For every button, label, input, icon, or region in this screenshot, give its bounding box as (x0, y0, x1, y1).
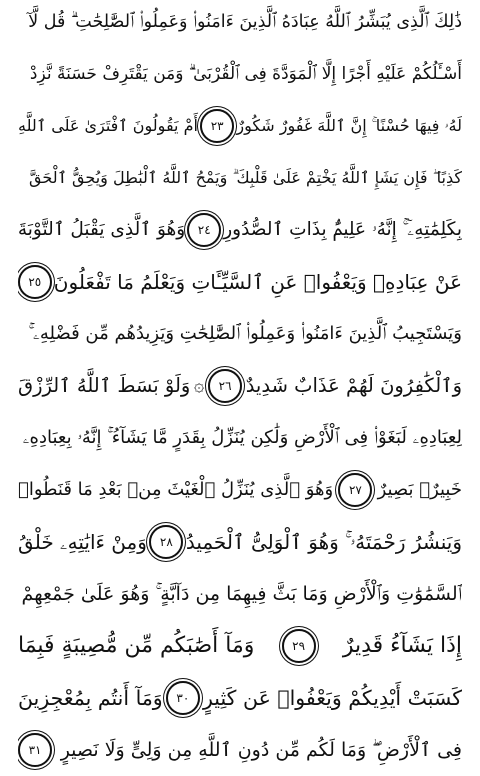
ayah-number-marker: ٢٧ (338, 473, 372, 507)
verse-text: ذَٰلِكَ ٱلَّذِى يُبَشِّرُ ٱللَّهُ عِبَادَهُ ٱلَّذِينَ ءَامَنُوا۟ وَعَمِلُوا۟ ٱلصَّٰلِحَٰتِ ۗ قُل لَّآ (28, 12, 462, 32)
verse-text: وَٱلْكَٰفِرُونَ لَهُمْ عَذَابٌ شَدِيدٌ (245, 374, 462, 397)
verse-text: وَهُوَ ٱلَّذِى يُنَزِّلُ ٱلْغَيْثَ مِنۢ بَعْدِ مَا قَنَطُوا۟ (18, 479, 334, 500)
verse-text: وَيَسْتَجِيبُ ٱلَّذِينَ ءَامَنُوا۟ وَعَمِلُوا۟ ٱلصَّٰلِحَٰتِ وَيَزِيدُهُم مِّن فَضْلِهِۦ ۚ (28, 323, 462, 344)
verse-line (18, 210, 462, 250)
verse-text: وَمَآ أَصَٰبَكُم مِّن مُّصِيبَةٍ فَبِمَا (18, 633, 255, 658)
verse-text: خَبِيرٌۢ بَصِيرٌ (377, 479, 462, 500)
rub-el-hizb-icon: ۞ (193, 375, 205, 396)
verse-line (18, 106, 462, 146)
verse-text: كَذِبًا ۖ فَإِن يَشَإِ ٱللَّهُ يَخْتِمْ عَلَىٰ قَلْبِكَ ۗ وَيَمْحُ ٱللَّهُ ٱلْبَٰطِلَ وَيُحِقُّ ٱلْحَقَّ (29, 168, 462, 187)
verse-line (18, 730, 462, 770)
verse-line (18, 522, 462, 562)
verse-line (18, 158, 462, 198)
verse-text: لَهُۥ فِيهَا حُسْنًا ۚ إِنَّ ٱللَّهَ غَفُورٌ شَكُورٌ (236, 116, 462, 135)
verse-text: أَسْـَٔلُكُمْ عَلَيْهِ أَجْرًا إِلَّا ٱلْمَوَدَّةَ فِى ٱلْقُرْبَىٰ ۗ وَمَن يَقْتَرِفْ حَسَنَةً نَّزِدْ (29, 64, 462, 84)
verse-text: وَمِنْ ءَايَٰتِهِۦ خَلْقُ (18, 530, 147, 554)
ayah-number-marker: ٣١ (18, 733, 52, 767)
ayah-number-marker: ٢٩ (282, 629, 316, 663)
ayah-number-marker: ٣٠ (166, 681, 200, 715)
verse-line (18, 314, 462, 354)
verse-lines (18, 2, 462, 770)
verse-text: وَهُوَ ٱلَّذِى يَقْبَلُ ٱلتَّوْبَةَ (18, 219, 186, 240)
verse-text: وَيَنشُرُ رَحْمَتَهُۥ ۚ وَهُوَ ٱلْوَلِىُّ ٱلْحَمِيدُ (185, 530, 462, 554)
verse-text: عَنْ عِبَادِهِۦ وَيَعْفُوا۟ عَنِ ٱلسَّيِّـَٔاتِ وَيَعْلَمُ مَا تَفْعَلُونَ (53, 270, 462, 294)
verse-text: كَسَبَتْ أَيْدِيكُمْ وَيَعْفُوا۟ عَن كَثِيرٍ (203, 686, 462, 710)
verse-line (18, 470, 462, 510)
verse-line (18, 418, 462, 458)
verse-text: وَمَآ أَنتُم بِمُعْجِزِينَ (18, 686, 163, 710)
verse-line (18, 574, 462, 614)
verse-line (18, 54, 462, 94)
verse-line (18, 262, 462, 302)
ayah-number-marker: ٢٥ (18, 265, 52, 299)
ayah-number-marker: ٢٣ (200, 109, 234, 143)
ayah-number-marker: ٢٤ (187, 213, 221, 247)
ayah-number-marker: ٢٨ (149, 525, 183, 559)
ayah-number-marker: ٢٦ (208, 369, 242, 403)
verse-text: بِكَلِمَٰتِهِۦٓ ۚ إِنَّهُۥ عَلِيمٌۢ بِذَاتِ ٱلصُّدُورِ (223, 219, 462, 240)
verse-line (18, 2, 462, 42)
verse-text: إِذَا يَشَآءُ قَدِيرٌ (342, 633, 462, 658)
verse-line (18, 366, 462, 406)
verse-line (18, 626, 462, 666)
verse-text: وَلَوْ بَسَطَ ٱللَّهُ ٱلرِّزْقَ (18, 374, 191, 397)
verse-text: فِى ٱلْأَرْضِ ۖ وَمَا لَكُم مِّن دُونِ ٱللَّهِ مِن وَلِىٍّ وَلَا نَصِيرٍ (60, 739, 462, 761)
verse-text: أَمْ يَقُولُونَ ٱفْتَرَىٰ عَلَى ٱللَّهِ (18, 116, 198, 135)
verse-text: ٱلسَّمَٰوَٰتِ وَٱلْأَرْضِ وَمَا بَثَّ فِيهِمَا مِن دَآبَّةٍ ۚ وَهُوَ عَلَىٰ جَمْعِهِمْ (21, 583, 462, 605)
verse-line (18, 678, 462, 718)
verse-text: لِعِبَادِهِۦ لَبَغَوْا۟ فِى ٱلْأَرْضِ وَلَٰكِن يُنَزِّلُ بِقَدَرٍ مَّا يَشَآءُ ۚ إِنَّهُۥ بِعِبَادِهِۦ (22, 427, 462, 448)
